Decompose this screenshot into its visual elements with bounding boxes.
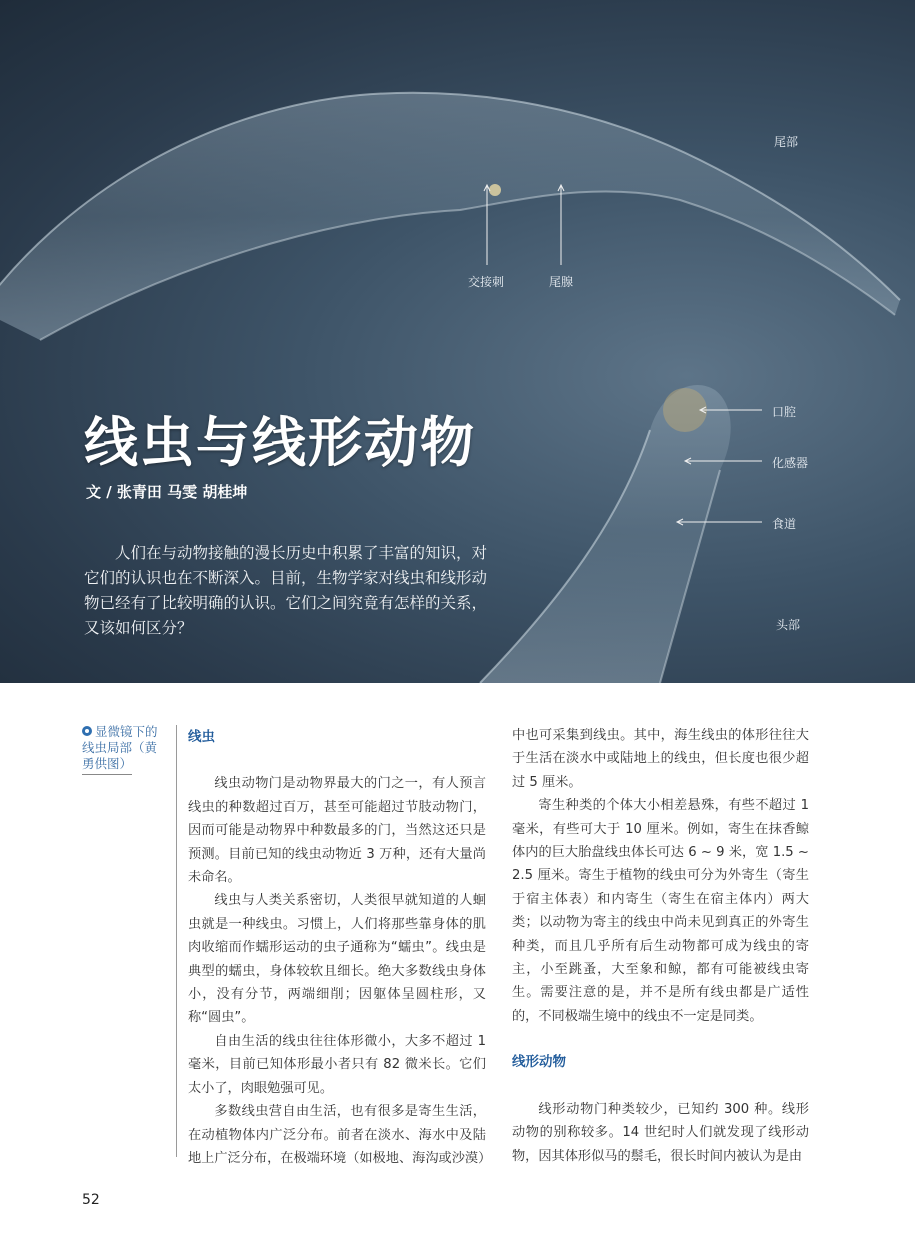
bullet-icon [82,726,92,736]
paragraph: 线形动物门种类较少，已知约 300 种。线形动物的别称较多。14 世纪时人们就发现了线形动物，因其体形似马的鬃毛，很长时间内被认为是由 [512,1101,809,1164]
paragraph: 自由生活的线虫往往体形微小，大多不超过 1 毫米，目前已知体形最小者只有 82 微米长。它们太小了，肉眼勉强可见。 [188,1033,486,1096]
article-title: 线虫与线形动物 [84,410,476,474]
photo-caption [82,724,164,772]
paragraph: 线虫与人类关系密切，人类很早就知道的人蛔虫就是一种线虫。习惯上，人们将那些靠身体的肌肉收缩而作蠕形运动的虫子通称为“蠕虫”。线虫是典型的蠕虫，身体较软且细长。绝大多数线虫身体小，没有分节，两端细削；因躯体呈圆柱形，又称“圆虫”。 [188,893,486,1026]
page-number: 52 [82,1192,100,1208]
section-heading-nematomorpha: 线形动物 [512,1054,566,1071]
column-2 [512,724,809,1168]
paragraph: 多数线虫营自由生活，也有很多是寄生生活，在动植物体内广泛分布。前者在淡水、海水中及陆地上广泛分布，在极端环境（如极地、海沟或沙漠） [188,1104,492,1166]
label-amphid: 化感器 [772,456,809,470]
section-heading-nematode: 线虫 [188,729,215,745]
paragraph: 寄生种类的个体大小相差悬殊，有些不超过 1 毫米，有些可大于 10 厘米。例如，寄生在抹香鲸体内的巨大胎盘线虫体长可达 6 ~ 9 米，宽 1.5 ~ 2.5 厘米。寄生于植物的线虫可分为外寄生（寄生于宿主体表）和内寄生（寄生在宿主体内）两大类；以动物为寄主的线虫中尚未见到真正的外寄生种类，而且几乎所有后生动物都可成为线虫的寄主，小至跳蚤，大至象和鲸，都有可能被线虫寄生。需要注意的是，并不是所有线虫都是广适性的，不同极端生境中的线虫不一定是同类。 [512,798,809,1024]
label-mouth: 口腔 [772,405,797,419]
label-tail: 尾部 [774,135,799,149]
label-head: 头部 [776,618,801,632]
label-spicule: 交接刺 [468,275,505,289]
label-caudal-gland: 尾腺 [549,275,574,289]
label-esophagus: 食道 [772,517,797,531]
intro-paragraph: 人们在与动物接触的漫长历史中积累了丰富的知识，对它们的认识也在不断深入。目前，生物学家对线虫和线形动物已经有了比较明确的认识。它们之间究竟有怎样的关系，又该如何区分？ [84,544,488,637]
column-divider [176,725,177,1157]
paragraph: 线虫动物门是动物界最大的门之一，有人预言线虫的种数超过百万，甚至可能超过节肢动物门，因而可能是动物界中种数最多的门，当然这还只是预测。目前已知的线虫动物近 3 万种，还有大量尚未命名。 [188,776,486,886]
byline: 文 / 张青田 马雯 胡桂坤 [86,483,248,501]
column-1 [188,726,492,1170]
paragraph: 中也可采集到线虫。其中，海生线虫的体形往往大于生活在淡水中或陆地上的线虫，但长度也很少超过 5 厘米。 [512,728,809,790]
caption-text: 显微镜下的线虫局部（黄勇供图） [82,724,158,771]
caption-rule [82,774,132,775]
